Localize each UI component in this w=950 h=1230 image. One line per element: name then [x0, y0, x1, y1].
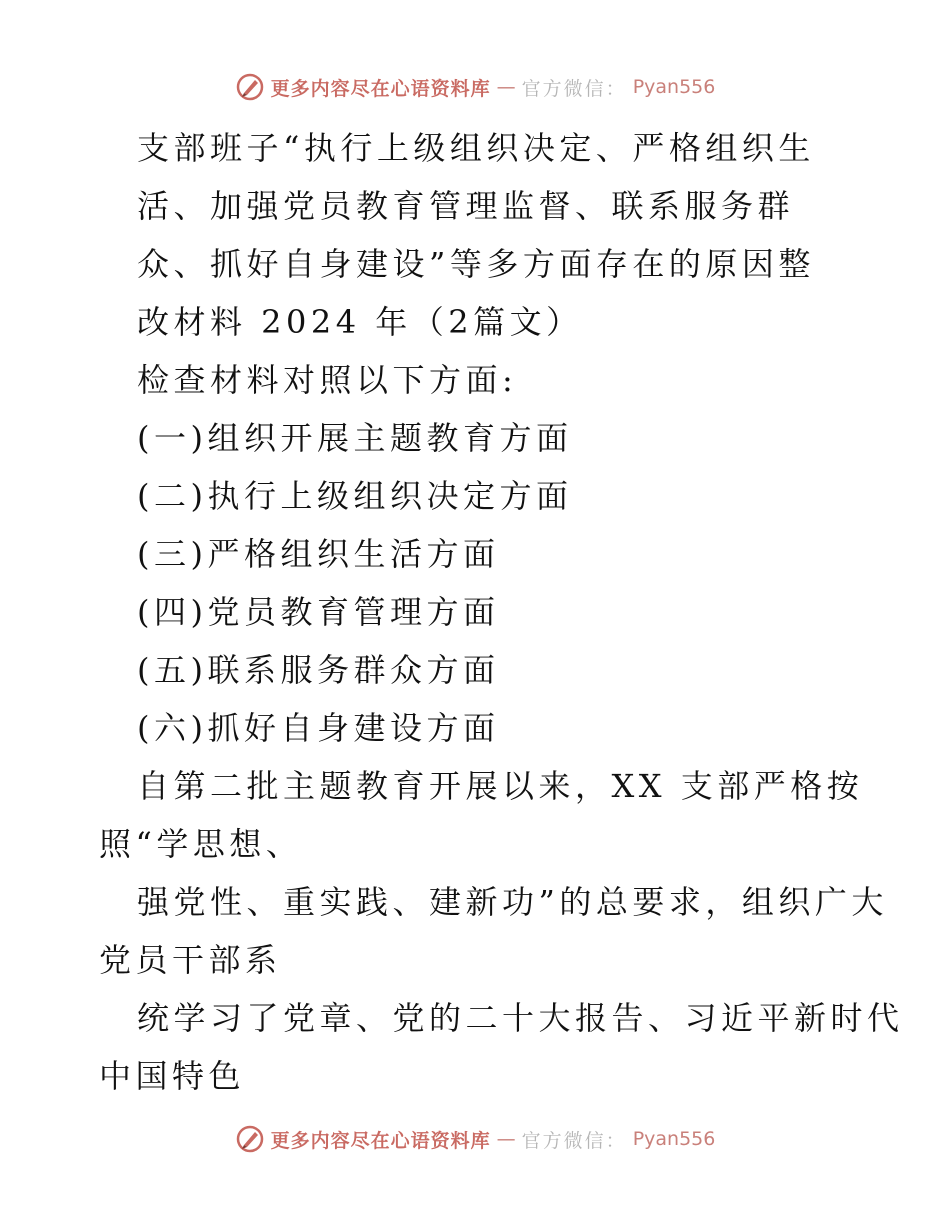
pen-logo-icon [235, 72, 265, 102]
watermark-wechat-id: Pyan556 [632, 76, 716, 98]
list-item: (一)组织开展主题教育方面 [137, 419, 573, 457]
text-line: 支部班子“执行上级组织决定、严格组织生 [137, 129, 815, 167]
watermark-header [0, 72, 950, 102]
text-line: 统学习了党章、党的二十大报告、习近平新时代 [137, 999, 904, 1037]
list-item: (二)执行上级组织决定方面 [137, 477, 573, 515]
watermark-brand: 更多内容尽在心语资料库 [270, 1129, 491, 1152]
watermark-separator: — [496, 76, 516, 98]
pen-logo-icon [235, 1124, 265, 1154]
watermark-wechat-id: Pyan556 [632, 1128, 716, 1150]
text-line: 检查材料对照以下方面: [137, 361, 518, 399]
text-line: 活、加强党员教育管理监督、联系服务群 [137, 187, 795, 225]
watermark-separator: — [496, 1128, 516, 1150]
list-item: (六)抓好自身建设方面 [137, 709, 500, 747]
text-line: 照“学思想、 [99, 825, 303, 863]
text-line: 众、抓好自身建设”等多方面存在的原因整 [137, 245, 815, 283]
watermark-footer [0, 1124, 950, 1154]
text-line: 中国特色 [99, 1057, 246, 1095]
text-line: 改材料 2024 年（2篇文） [137, 303, 583, 341]
watermark-brand: 更多内容尽在心语资料库 [270, 77, 491, 100]
list-item: (三)严格组织生活方面 [137, 535, 500, 573]
text-line: 自第二批主题教育开展以来，XX 支部严格按 [137, 767, 864, 805]
list-item: (四)党员教育管理方面 [137, 593, 500, 631]
text-line: 党员干部系 [99, 941, 282, 979]
watermark-wechat-label: 官方微信： [521, 77, 627, 100]
list-item: (五)联系服务群众方面 [137, 651, 500, 689]
watermark-wechat-label: 官方微信： [521, 1129, 627, 1152]
text-line: 强党性、重实践、建新功”的总要求，组织广大 [137, 883, 888, 921]
